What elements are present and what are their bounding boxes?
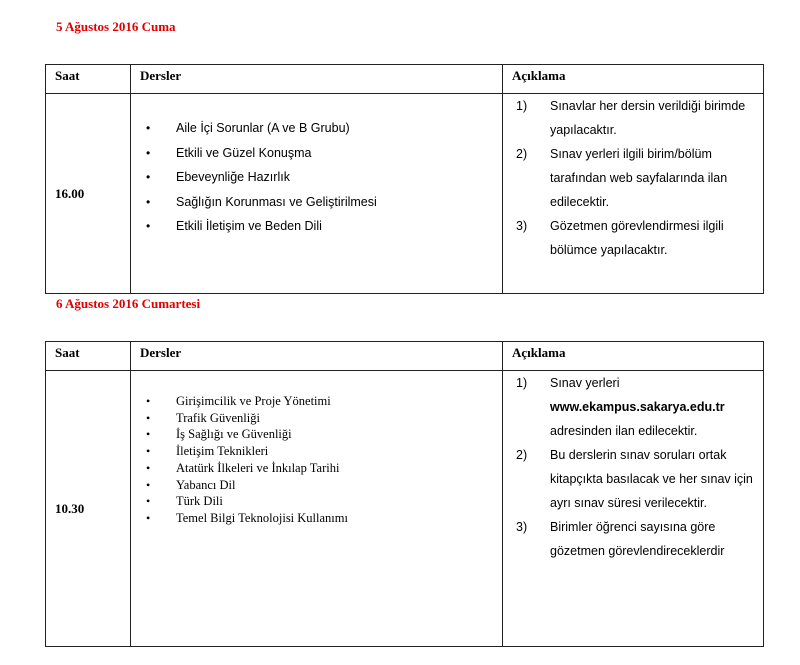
- schedule-table-day2: [45, 341, 764, 647]
- list-item: • Türk Dili: [131, 493, 502, 510]
- header-saat: Saat: [46, 342, 131, 371]
- time-cell: 10.30: [46, 371, 131, 647]
- table-row: [46, 94, 764, 294]
- notes-list: [503, 94, 763, 262]
- notes-cell: [503, 371, 764, 647]
- lessons-list: [131, 94, 502, 239]
- header-saat: Saat: [46, 65, 131, 94]
- notes-list: [503, 371, 763, 563]
- header-aciklama: Açıklama: [503, 342, 764, 371]
- schedule-table-day1: [45, 64, 764, 294]
- list-item: 1) Sınav yerleri www.ekampus.sakarya.edu.tr adresinden ilan edilecektir.: [516, 376, 725, 438]
- table-header-row: [46, 65, 764, 94]
- list-item: • Atatürk İlkeleri ve İnkılap Tarihi: [131, 460, 502, 477]
- list-item: 3) Birimler öğrenci sayısına göre gözetmen görevlendireceklerdir: [516, 520, 725, 558]
- list-item: • İş Sağlığı ve Güvenliği: [131, 426, 502, 443]
- lessons-list: [131, 371, 502, 527]
- list-item: • Yabancı Dil: [131, 477, 502, 494]
- lessons-cell: [131, 371, 503, 647]
- list-item: • Ebeveynliğe Hazırlık: [131, 165, 502, 190]
- list-item: • İletişim Teknikleri: [131, 443, 502, 460]
- header-aciklama: Açıklama: [503, 65, 764, 94]
- header-dersler: Dersler: [131, 65, 503, 94]
- lessons-cell: [131, 94, 503, 294]
- header-dersler: Dersler: [131, 342, 503, 371]
- list-item: 3) Gözetmen görevlendirmesi ilgili bölümce yapılacaktır.: [516, 219, 724, 257]
- notes-cell: [503, 94, 764, 294]
- list-item: • Etkili ve Güzel Konuşma: [131, 141, 502, 166]
- list-item: 2) Bu derslerin sınav soruları ortak kitapçıkta basılacak ve her sınav için ayrı sınav süresi verilecektir.: [516, 448, 753, 510]
- time-cell: 16.00: [46, 94, 131, 294]
- list-item: • Etkili İletişim ve Beden Dili: [131, 214, 502, 239]
- list-item: 1) Sınavlar her dersin verildiği birimde yapılacaktır.: [516, 99, 746, 137]
- list-item: 2) Sınav yerleri ilgili birim/bölüm tarafından web sayfalarında ilan edilecektir.: [516, 147, 728, 209]
- section-title-day2: 6 Ağustos 2016 Cumartesi: [56, 296, 201, 311]
- section-title-day1: 5 Ağustos 2016 Cuma: [56, 19, 176, 34]
- ekampus-link: www.ekampus.sakarya.edu.tr: [550, 400, 725, 414]
- list-item: • Girişimcilik ve Proje Yönetimi: [131, 393, 502, 410]
- list-item: • Trafik Güvenliği: [131, 410, 502, 427]
- list-item: • Temel Bilgi Teknolojisi Kullanımı: [131, 510, 502, 527]
- table-row: [46, 371, 764, 647]
- list-item: • Sağlığın Korunması ve Geliştirilmesi: [131, 190, 502, 215]
- list-item: • Aile İçi Sorunlar (A ve B Grubu): [131, 116, 502, 141]
- table-header-row: [46, 342, 764, 371]
